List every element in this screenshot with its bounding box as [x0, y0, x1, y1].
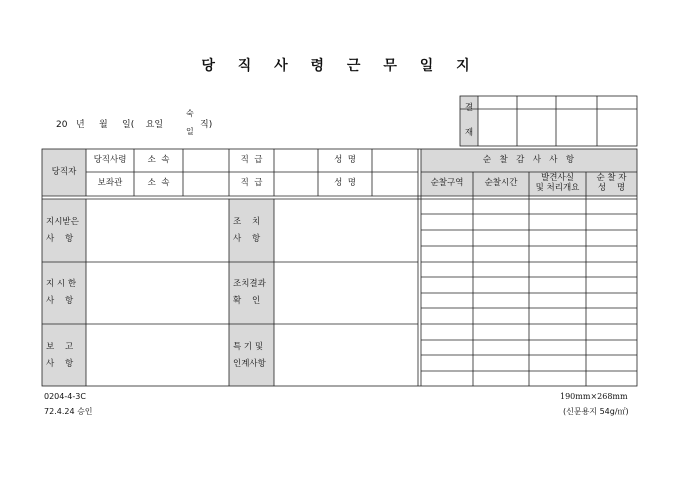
rank-label-1: 직 급: [240, 154, 263, 165]
issued-label: 지 시 한 사 항: [46, 279, 77, 306]
result-label: 조치결과 확 인: [233, 279, 266, 306]
name-label-2: 성 명: [334, 178, 356, 189]
paper-size: 190mm×268mm: [560, 392, 628, 401]
rank-label-2: 직 급: [240, 178, 263, 189]
date-suk: 숙: [186, 109, 194, 118]
special-label: 특 기 및 인계사항: [233, 342, 266, 369]
form-number: 0204-4-3C: [44, 392, 86, 401]
patrol-col-area: 순찰구역: [430, 178, 464, 189]
approval-label-top: 결: [464, 102, 474, 113]
patrol-col-time: 순찰시간: [484, 178, 518, 189]
officer-label: 당직사령: [93, 154, 127, 165]
approval-label-bottom: 재: [464, 127, 474, 138]
dangjikja-label: 당직자: [51, 166, 77, 177]
date-line: 20 년 월 일( 요일: [56, 120, 164, 130]
name-field-2[interactable]: [372, 172, 418, 196]
report-label: 보 고 사 항: [46, 342, 74, 369]
form-title: 당 직 사 령 근 무 일 지: [201, 58, 479, 74]
affiliation-field-1[interactable]: [183, 149, 229, 172]
approval-date: 72.4.24 승인: [44, 407, 93, 416]
name-label-1: 성 명: [334, 154, 356, 165]
affiliation-field-2[interactable]: [183, 172, 229, 196]
date-tail: 직): [200, 120, 213, 130]
received-label: 지시받은 사 항: [46, 217, 79, 244]
assistant-label: 보좌관: [97, 178, 123, 189]
name-field-1[interactable]: [372, 149, 418, 172]
paper-type: (신문용지 54g/㎡): [563, 407, 629, 416]
rank-field-2[interactable]: [274, 172, 318, 196]
date-il: 일: [186, 127, 194, 136]
rank-field-1[interactable]: [274, 149, 318, 172]
affiliation-label-2: 소 속: [147, 178, 170, 189]
patrol-title: 순 찰 감 사 사 항: [482, 154, 576, 165]
patrol-col-findings: 발견사실 및 처리개요: [535, 173, 580, 193]
action-label: 조 치 사 항: [233, 217, 261, 244]
patrol-col-patroller: 순 찰 자 성 명: [596, 173, 627, 193]
affiliation-label-1: 소 속: [147, 154, 170, 165]
